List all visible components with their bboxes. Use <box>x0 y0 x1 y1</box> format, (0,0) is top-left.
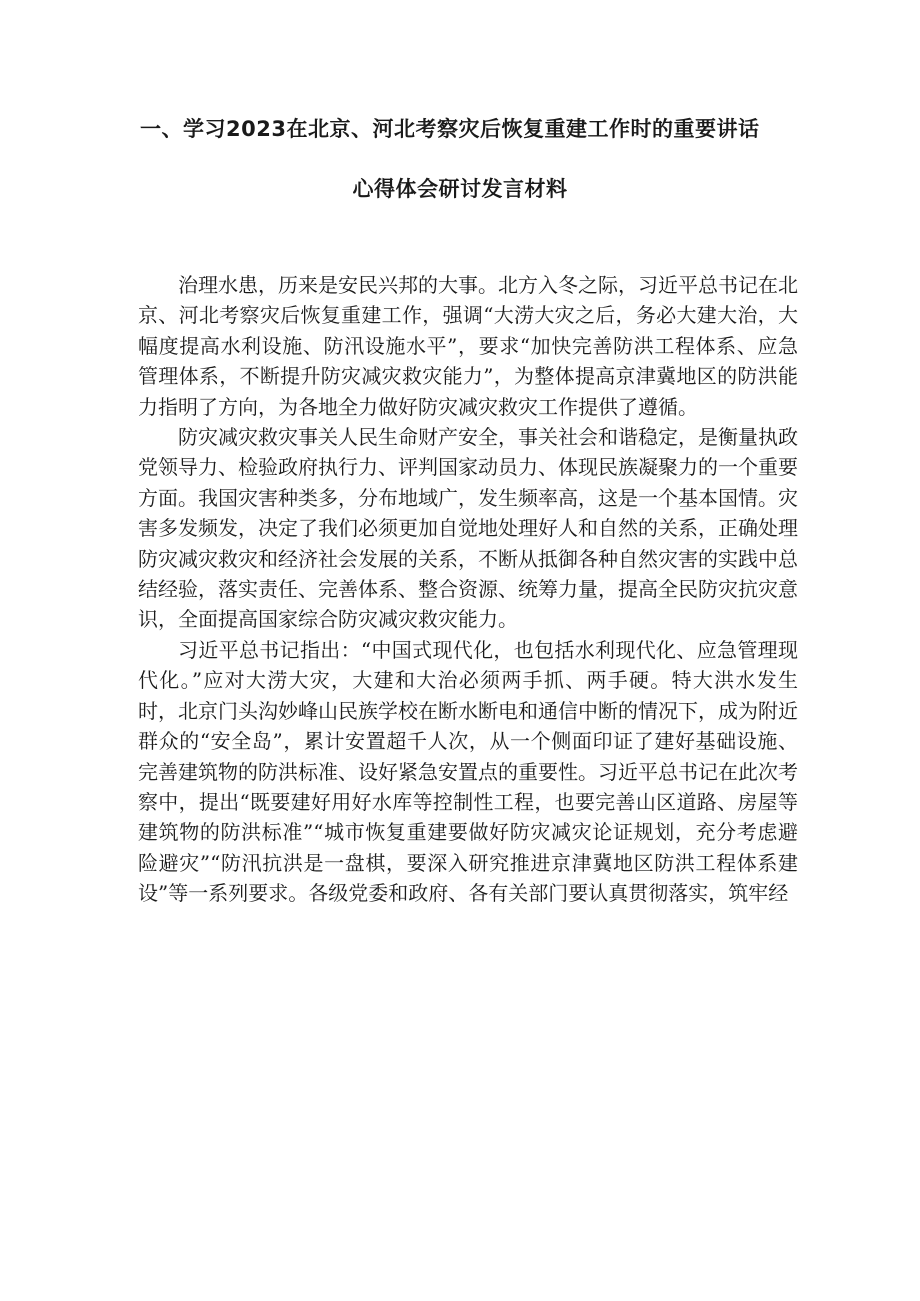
document-subtitle: 心得体会研讨发言材料 <box>352 177 568 201</box>
paragraph-3: 习近平总书记指出：“中国式现代化，也包括水利现代化、应急管理现代化。”应对大涝大灾，大建和大治必须两手抓、两手硬。特大洪水发生时，北京门头沟妙峰山民族学校在断水断电和通信中断的情况下，成为附近群众的“安全岛”，累计安置超千人次，从一个侧面印证了建好基础设施、完善建筑物的防洪标准、设好紧急安置点的重要性。习近平总书记在此次考察中，提出“既要建好用好水库等控制性工程，也要完善山区道路、房屋等建筑物的防洪标准”“城市恢复重建要做好防灾减灾论证规划，充分考虑避险避灾”“防汛抗洪是一盘棋，要深入研究推进京津冀地区防洪工程体系建设”等一系列要求。各级党委和政府、各有关部门要认真贯彻落实，筑牢经 <box>138 637 798 906</box>
paragraph-2: 防灾减灾救灾事关人民生命财产安全，事关社会和谐稳定，是衡量执政党领导力、检验政府执行力、评判国家动员力、体现民族凝聚力的一个重要方面。我国灾害种类多，分布地域广，发生频率高，这是一个基本国情。灾害多发频发，决定了我们必须更加自觉地处理好人和自然的关系，正确处理防灾减灾救灾和经济社会发展的关系，不断从抵御各种自然灾害的实践中总结经验，落实责任、完善体系、整合资源、统筹力量，提高全民防灾抗灾意识，全面提高国家综合防灾减灾救灾能力。 <box>138 425 798 632</box>
document-title: 一、学习2023在北京、河北考察灾后恢复重建工作时的重要讲话 <box>140 117 760 141</box>
paragraph-1: 治理水患，历来是安民兴邦的大事。北方入冬之际，习近平总书记在北京、河北考察灾后恢复重建工作，强调“大涝大灾之后，务必大建大治，大幅度提高水利设施、防汛设施水平”，要求“加快完善防洪工程体系、应急管理体系，不断提升防灾减灾救灾能力”，为整体提高京津冀地区的防洪能力指明了方向，为各地全力做好防灾减灾救灾工作提供了遵循。 <box>138 273 798 419</box>
document-body <box>138 270 798 909</box>
